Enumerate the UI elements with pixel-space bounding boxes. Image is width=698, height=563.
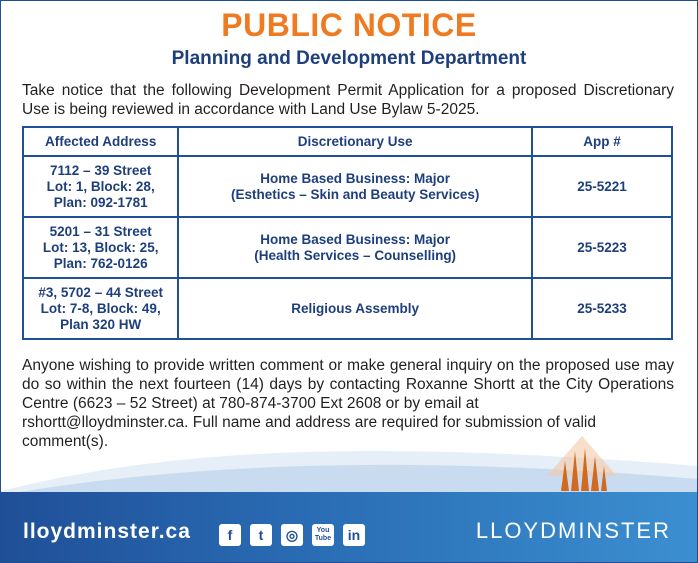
youtube-icon[interactable] [312,524,334,546]
contact-text-last: rshortt@lloydminster.ca. Full name and address are required for submission of valid comment(s). [22,414,596,450]
twitter-icon[interactable]: t [250,524,272,546]
table-row [23,156,672,217]
applications-table [22,126,673,340]
header-discretionary-use: Discretionary Use [178,127,532,156]
address-line: Lot: 13, Block: 25, [42,239,159,255]
youtube-icon-top: You [316,527,330,534]
app-number-cell: 25-5223 [532,217,672,278]
address-line: 7112 – 39 Street [50,162,152,178]
intro-paragraph: Take notice that the following Development Permit Application for a proposed Discretionary Use is being reviewed in accordance with Land Use Bylaw 5-2025. [22,82,674,118]
use-line: Religious Assembly [291,300,420,316]
address-cell [23,217,178,278]
notice-title: PUBLIC NOTICE [221,7,477,43]
use-line: (Health Services – Counselling) [254,247,457,263]
address-cell [23,156,178,217]
app-number-cell: 25-5233 [532,278,672,339]
social-icons [219,524,365,546]
address-line: #3, 5702 – 44 Street [38,284,163,300]
use-line: (Esthetics – Skin and Beauty Services) [230,186,480,202]
header-app-number: App # [532,127,672,156]
use-cell [178,217,532,278]
table-header-row [23,127,672,156]
lloydminster-logo-icon [547,436,617,496]
table-row [23,217,672,278]
app-number-cell: 25-5221 [532,156,672,217]
address-cell [23,278,178,339]
table-row [23,278,672,339]
address-line: Plan 320 HW [60,316,142,332]
linkedin-icon[interactable]: in [343,524,365,546]
contact-text: Anyone wishing to provide written comment or make general inquiry on the proposed use may do so within the next fourteen (14) days by contacting Roxanne Shortt at the City Operations Centre (6623 – 52 Street) at 780-874-3700 Ext 2608 or by email at [22,357,674,412]
instagram-icon[interactable]: ◎ [281,524,303,546]
use-line: Home Based Business: Major [260,231,451,247]
address-line: 5201 – 31 Street [49,223,152,239]
department-heading: Planning and Development Department [171,48,527,69]
website-link[interactable]: lloydminster.ca [23,520,191,543]
use-cell [178,156,532,217]
address-line: Lot: 1, Block: 28, [46,178,155,194]
address-line: Lot: 7-8, Block: 49, [40,300,161,316]
address-line: Plan: 762-0126 [53,255,148,271]
use-cell [178,278,532,339]
youtube-icon-bottom: Tube [314,535,332,542]
address-line: Plan: 092-1781 [53,194,148,210]
use-line: Home Based Business: Major [260,170,451,186]
header-affected-address: Affected Address [23,127,178,156]
facebook-icon[interactable]: f [219,524,241,546]
brand-wordmark: LLOYDMINSTER [475,518,671,543]
